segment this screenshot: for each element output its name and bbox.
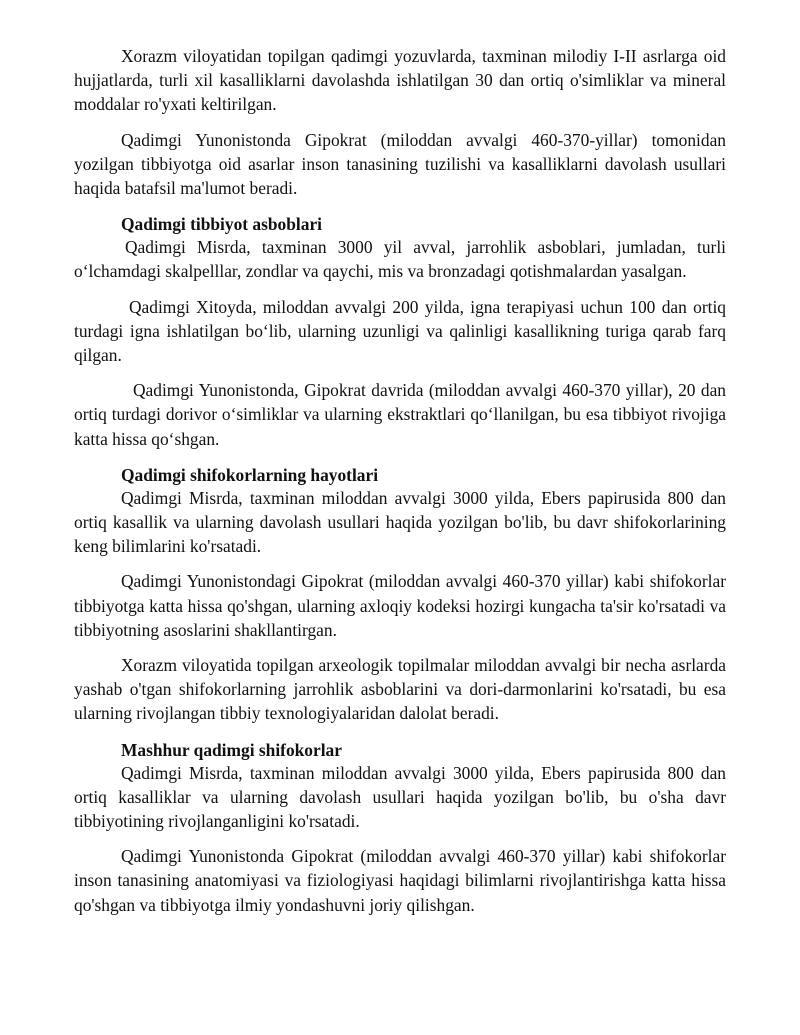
paragraph-xorazm-findings: Xorazm viloyatida topilgan arxeologik topilmalar miloddan avvalgi bir necha asrlarda yashab o'tgan shifokorlarning jarrohlik asboblarini va dori-darmonlarini ko'rsatadi, bu esa ularning rivojlangan tibbiy texnologiyalaridan dalolat beradi. [74,655,726,724]
paragraph-greece-herbs: Qadimgi Yunonistonda, Gipokrat davrida (miloddan avvalgi 460-370 yillar), 20 dan ortiq turdagi dorivor o‘simliklar va ularning ekstraktlari qo‘llanilgan, bu esa tibbiyot rivojiga katta hissa qo‘shgan. [74,380,726,449]
paragraph-ebers-papyrus: Qadimgi Misrda, taxminan miloddan avvalgi 3000 yilda, Ebers papirusida 800 dan ortiq kasallik va ularning davolash usullari haqida yozilgan bo'lib, bu davr shifokorlarining keng bilimlarini ko'rsatadi. [74,487,726,557]
heading-famous-ancient-doctors: Mashhur qadimgi shifokorlar [121,739,342,760]
paragraph-greece-anatomy: Qadimgi Yunonistonda Gipokrat (miloddan avvalgi 460-370 yillar) kabi shifokorlar inson tanasining anatomiyasi va fiziologiyasi haqidagi bilimlarni rivojlantirishga katta hissa qo'shgan va tibbiyotga ilmiy yondashuvni joriy qilishgan. [74,846,726,915]
heading-ancient-medical-tools: Qadimgi tibbiyot asboblari [121,214,322,235]
heading-ancient-doctors-lives: Qadimgi shifokorlarning hayotlari [121,464,379,485]
document-page [74,44,726,917]
paragraph-china-acupuncture: Qadimgi Xitoyda, miloddan avvalgi 200 yilda, igna terapiyasi uchun 100 dan ortiq turdagi igna ishlatilgan bo‘lib, ularning uzunligi va qalinligi kasallikning turiga qarab farq qilgan. [74,296,726,366]
paragraph-hippocrates-ethics: Qadimgi Yunonistondagi Gipokrat (miloddan avvalgi 460-370 yillar) kabi shifokorlar tibbiyotga katta hissa qo'shgan, ularning axloqiy kodeksi hozirgi kungacha ta'sir ko'rsatadi va tibbiyotning asoslarini shakllantirgan. [74,571,726,640]
paragraph-xorazm-writings: Xorazm viloyatidan topilgan qadimgi yozuvlarda, taxminan milodiy I-II asrlarga oid hujjatlarda, turli xil kasalliklarni davolashda ishlatilgan 30 dan ortiq o'simliklar va mineral moddalar ro'yxati keltirilgan. [74,46,726,115]
paragraph-egypt-surgical-tools: Qadimgi Misrda, taxminan 3000 yil avval, jarrohlik asboblari, jumladan, turli o‘lchamdagi skalpelllar, zondlar va qaychi, mis va bronzadagi qotishmalardan yasalgan. [74,237,726,282]
paragraph-hippocrates-works: Qadimgi Yunonistonda Gipokrat (miloddan avvalgi 460-370-yillar) tomonidan yozilgan tibbiyotga oid asarlar inson tanasining tuzilishi va kasalliklarni davolash usullari haqida batafsil ma'lumot beradi. [74,129,726,199]
paragraph-egypt-medicine: Qadimgi Misrda, taxminan miloddan avvalgi 3000 yilda, Ebers papirusida 800 dan ortiq kasalliklar va ularning davolash usullari haqida yozilgan bo'lib, bu o'sha davr tibbiyotining rivojlanganligini ko'rsatadi. [74,762,726,832]
